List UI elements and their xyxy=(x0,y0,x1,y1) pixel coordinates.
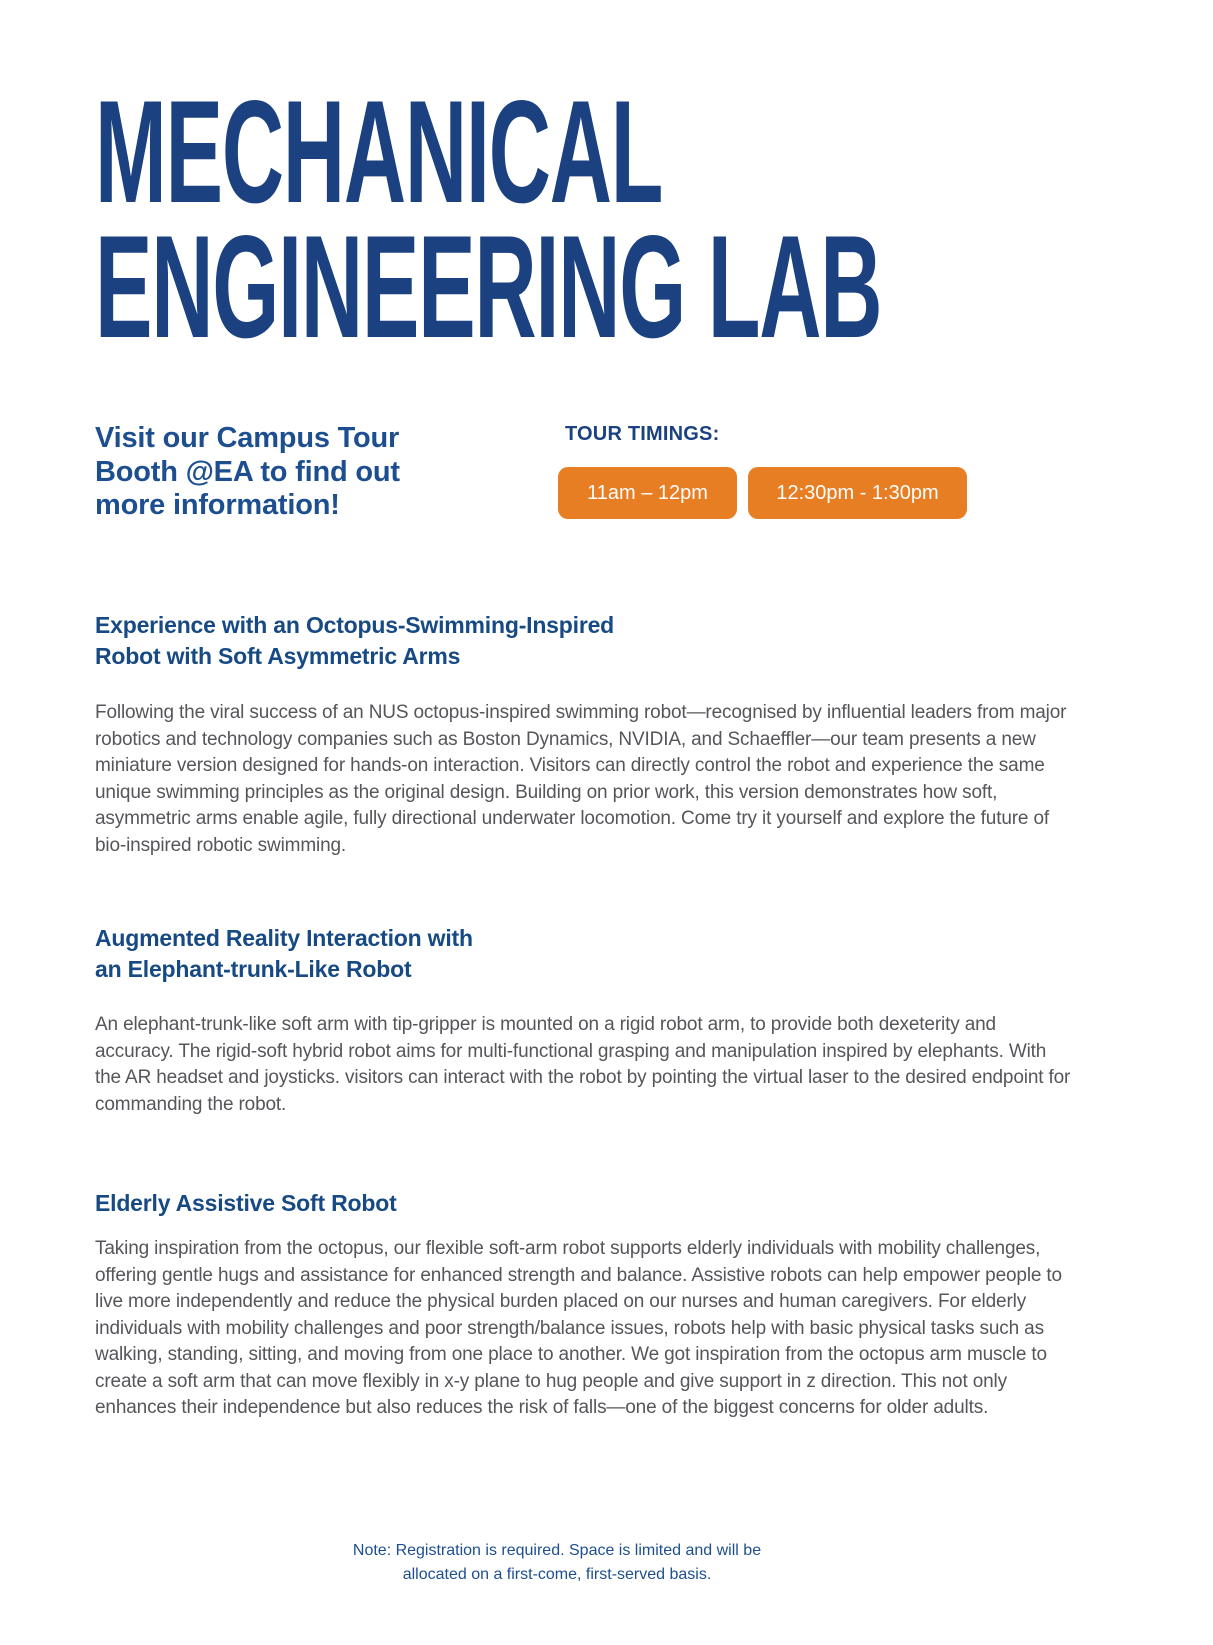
section-body-ar-elephant-robot: An elephant-trunk-like soft arm with tip-gripper is mounted on a rigid robot arm, to provide both dexeterity and accuracy. The rigid-soft hybrid robot aims for multi-functional grasping and manipulation inspired by elephants. With the AR headset and joysticks. visitors can interact with the robot by pointing the virtual laser to the desired endpoint for commanding the robot. xyxy=(95,1014,1071,1115)
section-heading-line: an Elephant-trunk-Like Robot xyxy=(95,956,412,982)
page-title xyxy=(95,70,882,368)
section-body-elderly-assistive-robot: Taking inspiration from the octopus, our flexible soft-arm robot supports elderly individuals with mobility challenges, offering gentle hugs and assistance for enhanced strength and balance. Assistive robots can help empower people to live more independently and reduce the physical burden placed on our nurses and human caregivers. For elderly individuals with mobility challenges and poor strength/balance issues, robots help with basic physical tasks such as walking, standing, sitting, and moving from one place to another. We got inspiration from the octopus arm muscle to create a soft arm that can move flexibly in x-y plane to hug people and give support in z direction. This not only enhances their independence but also reduces the risk of falls—one of the biggest concerns for older adults. xyxy=(95,1238,1062,1418)
campus-tour-cta: Visit our Campus Tour Booth @EA to find out more information! xyxy=(95,422,400,521)
title-line-1: MECHANICAL xyxy=(95,70,663,233)
section-heading-octopus-robot xyxy=(95,610,614,672)
tour-timings-label: TOUR TIMINGS: xyxy=(565,423,720,445)
section-heading-line: Augmented Reality Interaction with xyxy=(95,925,473,951)
title-line-2: ENGINEERING LAB xyxy=(95,205,882,368)
section-heading-elderly-assistive-robot xyxy=(95,1188,397,1219)
section-heading-line: Elderly Assistive Soft Robot xyxy=(95,1190,397,1216)
registration-note xyxy=(57,1539,1057,1587)
registration-note-line-1: Note: Registration is required. Space is limited and will be xyxy=(352,1542,762,1559)
registration-note-line-2: allocated on a first-come, first-served basis. xyxy=(402,1566,712,1583)
section-heading-line: Experience with an Octopus-Swimming-Inspired xyxy=(95,612,615,638)
timing-button-1230pm-130pm[interactable]: 12:30pm - 1:30pm xyxy=(748,467,967,519)
section-heading-ar-elephant-robot xyxy=(95,923,473,985)
timing-buttons-row xyxy=(558,467,967,519)
section-heading-line: Robot with Soft Asymmetric Arms xyxy=(95,643,461,669)
section-body-octopus-robot: Following the viral success of an NUS octopus-inspired swimming robot—recognised by influential leaders from major robotics and technology companies such as Boston Dynamics, NVIDIA, and Schaeffler—our team presents a new miniature version designed for hands-on interaction. Visitors can directly control the robot and experience the same unique swimming principles as the original design. Building on prior work, this version demonstrates how soft, asymmetric arms enable agile, fully directional underwater locomotion. Come try it yourself and explore the future of bio-inspired robotic swimming. xyxy=(95,702,1067,856)
timing-button-11am-12pm[interactable]: 11am – 12pm xyxy=(558,467,737,519)
